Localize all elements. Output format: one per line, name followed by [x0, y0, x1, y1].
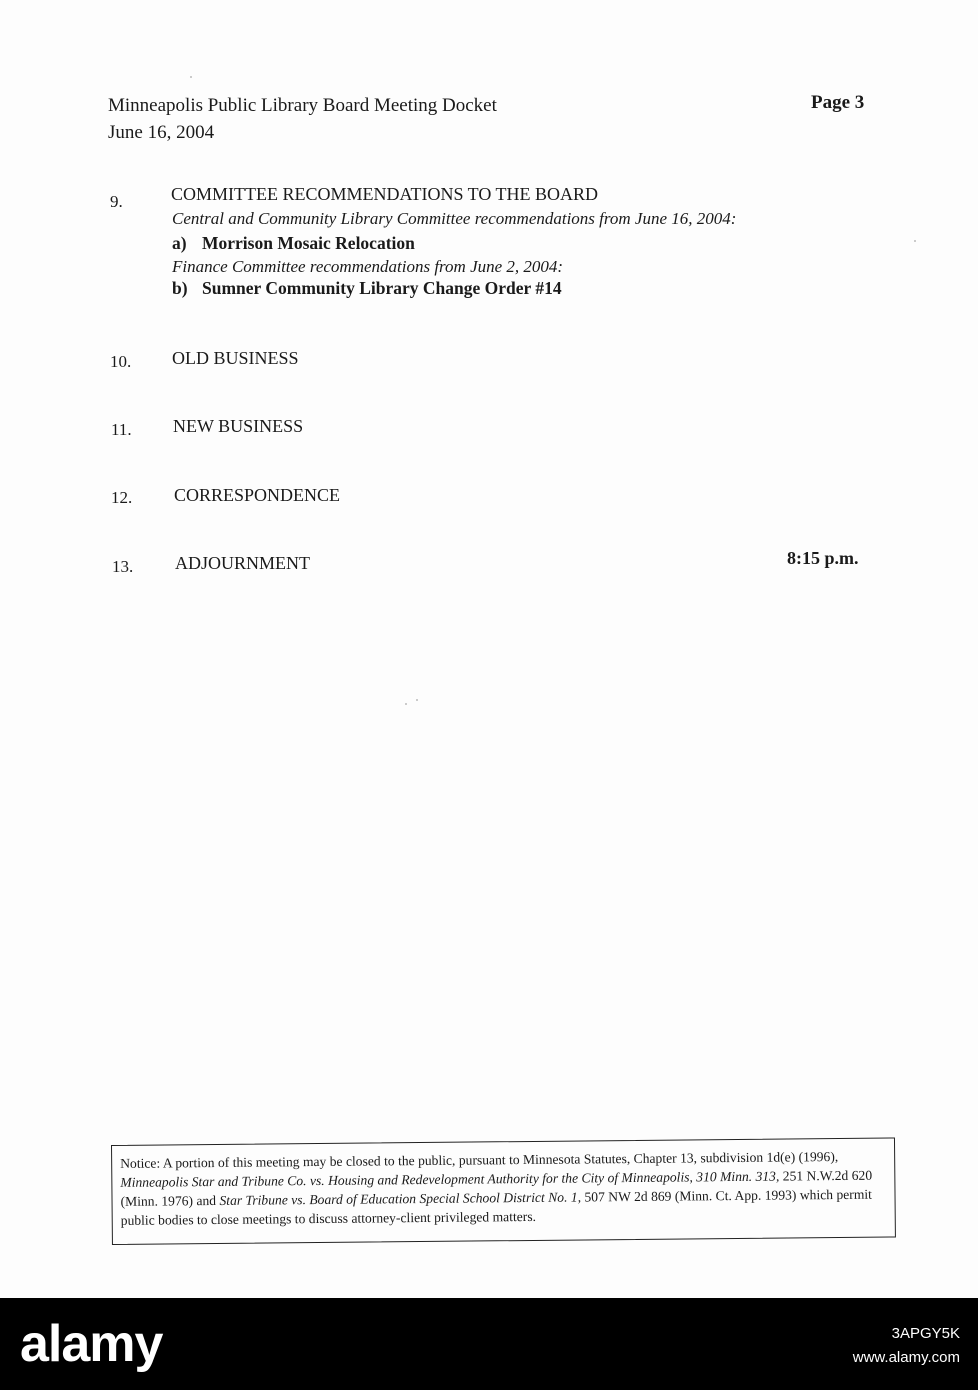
item-heading-committee: COMMITTEE RECOMMENDATIONS TO THE BOARD	[171, 184, 599, 204]
notice-text-2: 251 N.W.2d 620 (Minn. 1976) and	[120, 1167, 873, 1209]
item-number-13: 13.	[112, 557, 134, 576]
adjournment-time: 8:15 p.m.	[787, 548, 859, 568]
page-number: Page 3	[811, 92, 865, 113]
notice-case-2: Star Tribune vs. Board of Education Special School District No. 1,	[219, 1189, 582, 1208]
item-heading-adjournment: ADJOURNMENT	[175, 553, 310, 573]
legal-notice-box	[111, 1137, 896, 1245]
sub-item-a-letter: a)	[172, 233, 187, 253]
finance-committee-note: Finance Committee recommendations from June 2, 2004:	[172, 257, 564, 276]
item-number-10: 10.	[110, 352, 132, 371]
scan-speck	[405, 703, 407, 705]
stock-watermark-bar	[0, 1298, 978, 1390]
scan-speck	[416, 699, 418, 701]
scan-speck	[914, 240, 916, 242]
central-committee-note: Central and Community Library Committee recommendations from June 16, 2004:	[172, 209, 737, 228]
watermark-info	[853, 1322, 960, 1370]
docket-title: Minneapolis Public Library Board Meeting Docket	[108, 95, 497, 116]
docket-date: June 16, 2004	[108, 122, 215, 143]
sub-item-b: Sumner Community Library Change Order #14	[202, 278, 562, 298]
sub-item-b-letter: b)	[172, 278, 188, 298]
item-heading-new-business: NEW BUSINESS	[173, 416, 304, 436]
item-heading-old-business: OLD BUSINESS	[172, 348, 299, 368]
item-number-11: 11.	[111, 420, 132, 439]
item-number-9: 9.	[110, 192, 123, 211]
alamy-logo: alamy	[20, 1315, 163, 1373]
notice-case-1: Minneapolis Star and Tribune Co. vs. Housing and Redevelopment Authority for the City of Minneapolis, 310 Minn. 313,	[120, 1168, 780, 1190]
item-heading-correspondence: CORRESPONDENCE	[174, 485, 341, 505]
site-url: www.alamy.com	[852, 1349, 960, 1366]
notice-text-3: 507 NW 2d 869 (Minn. Ct. App. 1993) which permit public bodies to close meetings to discuss attorney-client privileged matters.	[120, 1186, 872, 1228]
notice-text-1: Notice: A portion of this meeting may be closed to the public, pursuant to Minnesota Statutes, Chapter 13, subdivision 1d(e) (1996),	[120, 1149, 839, 1171]
item-number-12: 12.	[111, 488, 133, 507]
sub-item-a: Morrison Mosaic Relocation	[202, 233, 415, 253]
image-id: 3APGY5K	[891, 1325, 960, 1342]
scan-speck	[190, 76, 192, 78]
